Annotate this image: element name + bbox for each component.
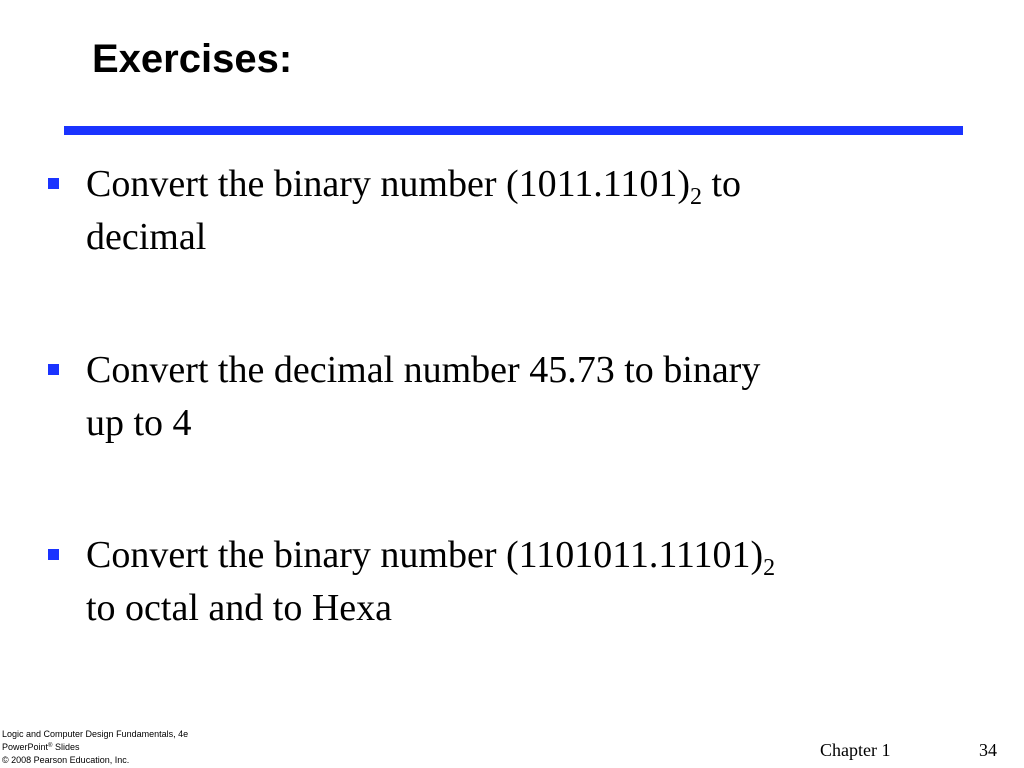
footer-credits bbox=[2, 728, 188, 767]
footer-chapter: Chapter 1 bbox=[820, 740, 891, 760]
registered-mark: ® bbox=[48, 743, 53, 749]
footer-book-title: Logic and Computer Design Fundamentals, 4e bbox=[2, 729, 189, 739]
bullet-text bbox=[86, 529, 898, 635]
bullet-square-icon bbox=[48, 364, 59, 375]
footer-slides-line bbox=[2, 741, 188, 754]
bullet-square-icon bbox=[48, 549, 59, 560]
bullet-item-3 bbox=[48, 529, 898, 635]
bullet-text bbox=[86, 344, 898, 450]
footer-slides-prefix: PowerPoint bbox=[2, 742, 49, 752]
bullet-item-1 bbox=[48, 158, 898, 264]
bullet-3-line-2: to octal and to Hexa bbox=[86, 587, 393, 629]
bullet-2-line-2: up to 4 bbox=[86, 402, 192, 444]
bullet-1-line-2: decimal bbox=[86, 216, 207, 258]
slide-title: Exercises: bbox=[92, 37, 293, 81]
bullet-2-line-1: Convert the decimal number 45.73 to binary bbox=[86, 349, 761, 391]
page-number: 34 bbox=[979, 740, 997, 760]
bullet-3-text-start: Convert the binary number (1101011.11101) bbox=[86, 534, 764, 576]
footer-copyright: © 2008 Pearson Education, Inc. bbox=[2, 755, 130, 765]
bullet-1-text-end: to bbox=[702, 163, 742, 205]
bullet-1-text-start: Convert the binary number (1011.1101) bbox=[86, 163, 690, 205]
bullet-item-2 bbox=[48, 344, 898, 450]
footer-slides-suffix: Slides bbox=[52, 742, 80, 752]
bullet-1-subscript: 2 bbox=[690, 184, 702, 210]
bullet-text bbox=[86, 158, 898, 264]
bullet-square-icon bbox=[48, 178, 59, 189]
bullet-3-subscript: 2 bbox=[763, 555, 776, 581]
